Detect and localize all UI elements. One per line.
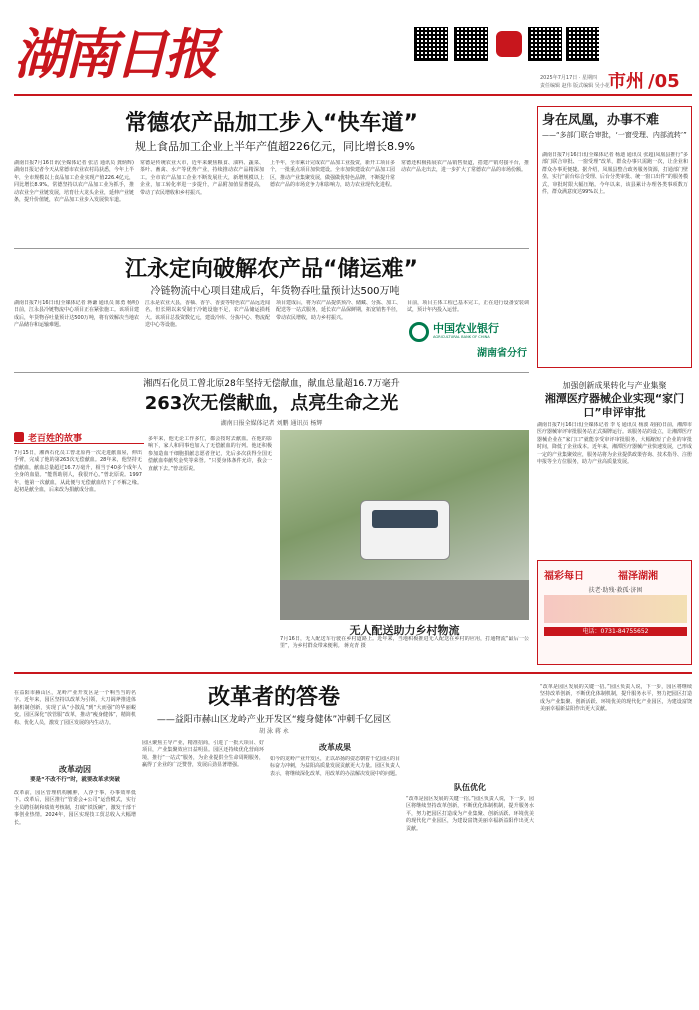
series-tag	[14, 430, 144, 444]
qr-code-icon	[454, 27, 488, 61]
vehicle-window	[372, 510, 438, 528]
fupai-brand: 福彩每日	[544, 571, 584, 582]
masthead-title: 湖南日报	[14, 22, 214, 86]
reform-subhead: ——益阳市赫山区龙岭产业开发区“瘦身健体”冲刺千亿园区	[156, 715, 392, 725]
changde-body-col4: 常德还积极拓展农产品销售渠道，搭建产销对接平台，推动农产品走出去，进一步扩大了常德农产品的市场份额。	[401, 160, 529, 174]
photo-caption: 7月16日，无人配送车行驶在乡村道路上。近年来，当地积极推进无人配送在乡村的应用，打通物流“最后一公里”，为乡村群众带来便利。 蒋克青 摄	[280, 636, 529, 650]
reform-headline: 改革者的答卷	[207, 685, 340, 710]
bank-name: 中国农业银行	[433, 322, 499, 335]
divider	[14, 372, 529, 373]
reform-body-col1: 在益阳市赫山区，龙岭产业开发区是一个响当当的名字。近年来，园区坚持以改革为引领，大刀阔斧推进体制机制创新，实现了从“小散乱”到“大而强”的华丽蜕变。园区深化“放管服”改革，推动“瘦身健体”，精简机构、优化人员，激发了园区发展的内生动力。	[14, 690, 136, 726]
blood-kicker: 湘西石化员工曾北原28年坚持无偿献血，献血总量超16.7万毫升	[143, 379, 400, 389]
photo-title: 无人配送助力乡村物流	[349, 624, 460, 637]
changde-body-col3: 上半年，全市累计完成农产品加工业投资，新开工项目多个，一批重点项目加快建设。全市加快建设农产品加工园区，推动产业集聚发展，做强做优特色品牌，不断提升常德农产品的市场竞争力和影响力，助力农业现代化进程。	[270, 160, 395, 189]
sidebar-mid-body: 湖南日报7月16日讯(全媒体记者 李飞 通讯员 杨波 胡丽)日前，湘潭市医疗器械审评审批服务站正式揭牌运行。该服务站的设立，让湘潭医疗器械企业在“家门口”就能享受审评审批服务，大幅缩短了企业的审批时间，降低了企业成本。近年来，湘潭医疗器械产业快速发展，已形成一定的产业集聚效应，服务站将为企业提供政策咨询、技术指导、注册申报等全方位服务，助力产业高质量发展。	[537, 422, 692, 466]
fupai-slogan: 福泽湖湘	[618, 571, 658, 582]
jiangyong-headline: 江永定向破解农产品“储运难”	[125, 257, 418, 282]
masthead-date: 2025年7月17日 · 星期四	[540, 75, 598, 81]
sidebar-mid-kicker: 加强创新成果转化与产业集聚	[562, 381, 667, 390]
delivery-vehicle	[360, 500, 450, 560]
sidebar-top-subhead: ——“多部门联合审批，‘一窗受理、内部流转’”	[542, 131, 687, 139]
reform-body-col4: “改革是园区发展的关键一招。”园区负责人说，下一步，园区将继续坚持改革创新，不断优化体制机制，提升服务水平，努力把园区打造成为产业集聚、创新活跃、环境优美的现代化产业园区，为建设富饶美丽幸福新益阳作出更大贡献。	[406, 796, 534, 832]
sidebar-top-body: 湖南日报7月16日讯(全媒体记者 杨迪 通讯员 张超)凤凰县推行“多部门联合审批、一窗受理”改革，群众办事只需跑一次，让企业和群众办事更便捷。据介绍，凤凰县整合政务服务资源，打通部门壁垒，实行“前台综合受理、后台分类审批、统一窗口出件”的服务模式，审批时限大幅压缩。今年以来，该县累计办理各类事项数万件，群众满意度达99%以上。	[542, 152, 688, 196]
bank-logo-icon	[409, 322, 429, 342]
qr-code-icon	[528, 27, 562, 61]
reform-body-col3: 如今的龙岭产业开发区，正以昂扬的姿态朝着千亿园区的目标奋力冲刺，为益阳高质量发展贡献更大力量。园区负责人表示，将继续深化改革，用改革的办法解决发展中的问题。	[270, 756, 400, 777]
news-photo	[280, 430, 529, 620]
fupai-ad	[537, 560, 692, 665]
changde-body-col2: 常德是传统农业大市，近年来聚焦粮食、油料、蔬菜、茶叶、畜禽、水产等优势产业，持续推动农产品精深加工。全市农产品加工企业不断发展壮大，新增规模以上企业，加工转化率进一步提升，产品附加值显著提高，带动了农民增收和乡村振兴。	[140, 160, 264, 196]
reform-body-col1b: 改革前，园区管理机构臃肿，人浮于事，办事效率低下。改革后，园区推行“管委会+公司”运营模式，实行全员聘任制和绩效考核制，打破“铁饭碗”，激发干部干事创业热情。2024年，园区实现技工贸总收入大幅增长。	[14, 790, 136, 826]
reform-section2: 改革成果	[319, 743, 351, 752]
series-label: 老百姓的故事	[28, 434, 83, 444]
jiangyong-body-col3: 项目建成后，将为农产品提供预冷、储藏、分拣、加工、配送等一站式服务，延长农产品保鲜期，拓宽销售半径，带动农民增收，助力乡村振兴。	[276, 300, 401, 321]
blood-body-col2: 多年来，他无论工作多忙，都会按时去献血。在他的影响下，家人和同事也加入了无偿献血的行列。他还积极参加造血干细胞捐献志愿者登记，先后多次获得全国无偿献血奉献奖金奖等荣誉。“只要身体条件允许，我会一直献下去。”曾北原说。	[148, 436, 272, 472]
jiangyong-body-col1: 湖南日报7月16日讯(全媒体记者 蒋谦 通讯员 陈勇 杨明)日前，江永县冷链物流中心项目正在紧张施工。该项目建成后，年货物吞吐量预计达500万吨，将有效解决当地农产品储存和运输难题。	[14, 300, 139, 329]
jiangyong-body-col2: 江永是农业大县，香柚、香芋、香姜等特色农产品远近闻名，但长期以来受制于冷链设施不足，农产品储运损耗大。该项目总投资数亿元，建设冷库、分拣中心、物流配送中心等设施。	[145, 300, 270, 329]
changde-subhead: 规上食品加工企业上半年产值超226亿元，同比增长8.9%	[135, 140, 415, 153]
bank-branch: 湖南省分行	[477, 348, 527, 359]
changde-headline: 常德农产品加工步入“快车道”	[125, 111, 418, 136]
bank-ad	[407, 318, 529, 368]
sidebar-top-headline: 身在凤凰，办事不难	[542, 113, 660, 128]
series-icon	[14, 432, 24, 442]
reform-body-col5: “改革是园区发展的关键一招。”园区负责人说，下一步，园区将继续坚持改革创新，不断优化体制机制，提升服务水平，努力把园区打造成为产业集聚、创新活跃、环境优美的现代化产业园区，为建设富饶美丽幸福新益阳作出更大贡献。	[540, 684, 692, 713]
changde-body-col1: 湖南日报7月16日讯(全媒体记者 张洁 通讯员 龚炳辉)湖南日报记者今天从常德市农业农村局获悉，今年上半年，全市规模以上食品加工企业实现产值226.4亿元，同比增长8.9%。常德坚持以农产品加工业为抓手，推动农业全产业链发展，培育壮大龙头企业，延伸产业链条，提升价值链，农产品加工业步入发展快车道。	[14, 160, 134, 204]
jiangyong-body-col4: 目前，项目主体工程已基本完工，正在进行设备安装调试，预计年内投入运营。	[407, 300, 529, 314]
reform-section1-sub: 要是“不改不行”时，就要改革求突破	[30, 777, 120, 783]
fupai-line: 扶老·助残·救孤·济困	[588, 587, 643, 594]
masthead-editors: 责任编辑 赵伟 版式编辑 吴小花	[540, 83, 610, 89]
fupai-banner	[544, 595, 687, 623]
reform-section1: 改革动因	[59, 765, 91, 774]
reform-byline: 胡 泳 蒋 永	[259, 728, 289, 735]
divider	[14, 248, 529, 249]
qr-code-icon	[566, 27, 599, 61]
jiangyong-subhead: 冷链物流中心项目建成后，年货物吞吐量预计达500万吨	[150, 286, 400, 297]
road	[280, 580, 529, 620]
page-number: /05	[648, 72, 680, 92]
app-logo-icon	[496, 31, 522, 57]
blood-byline: 湖南日报全媒体记者 刘鹏 通讯员 杨辉	[220, 420, 323, 427]
sidebar-mid-headline: 湘潭医疗器械企业实现“家门口”申评审批	[544, 392, 685, 419]
section-rule	[14, 672, 692, 674]
reform-section3: 队伍优化	[454, 783, 486, 792]
blood-body-col1: 7月15日，湘西石化员工曾北原再一次走进献血屋，伸出手臂，完成了他的第263次无偿献血。28年来，他坚持无偿献血，献血总量超过16.7万毫升，相当于40多个成年人全身的血量。“能帮助别人，我很开心。”曾北原说。1997年，他第一次献血，从此便与无偿献血结下了不解之缘。起初是献全血，后来改为捐献成分血。	[14, 450, 142, 494]
section-name: 市州	[608, 72, 644, 92]
reform-body-col2: 园区聚焦主导产业，精准招商，引进了一批大项目、好项目，产业集聚效应日益明显。园区还持续优化营商环境，推行“一站式”服务，为企业提供全生命周期服务，赢得了企业的广泛赞誉，发展后劲显著增强。	[142, 740, 264, 769]
qr-code-icon	[414, 27, 448, 61]
bank-name-en: AGRICULTURAL BANK OF CHINA	[433, 335, 490, 339]
masthead-rule	[14, 94, 692, 96]
fupai-phone: 电话：0731-84755652	[544, 627, 687, 636]
masthead-qr-codes	[414, 27, 599, 65]
blood-headline: 263次无偿献血，点亮生命之光	[144, 393, 399, 414]
